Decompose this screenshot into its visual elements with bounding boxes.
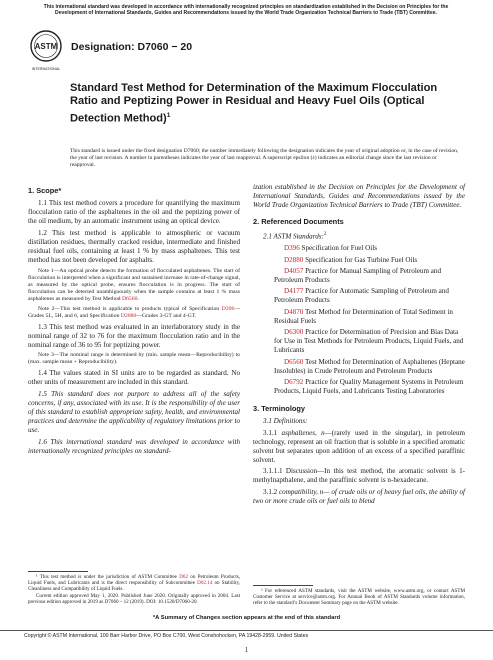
left-column (28, 183, 240, 458)
title-text: Standard Test Method for Determination of the Maximum Flocculation Ratio and Peptizing Power in Residual and Heavy Fuel Oils (Optical Detection Method) (70, 82, 438, 125)
astm-standards-intro: 2.1 ASTM Standards:$^2$ (263, 232, 327, 241)
page-number: 1 (244, 646, 249, 654)
svg-text:INTERNATIONAL: INTERNATIONAL (31, 67, 61, 71)
reference-link-d2880[interactable]: D2880 (284, 255, 304, 264)
terminology-heading: 3. Terminology (253, 403, 306, 413)
reference-item (253, 308, 465, 326)
note-1: Note 1—An optical probe detects the formation of flocculated asphaltenes. The start of flocculation is interpreted when a significant and sustained increase in rate-of-change signal, as measured by the optical probe, ensures flocculation is in progress. The start of flocculation can be detected unambiguously when the sample contains at least 1 % mass asphaltenes as measured by Test Method D6560. (28, 267, 240, 302)
reference-item (253, 378, 465, 396)
reference-title: Specification for Gas Turbine Fuel Oils (303, 255, 418, 264)
reference-title: Practice for Determination of Precision and Bias Data for Use in Test Methods for Petroleum Products, Liquid Fuels, and Lubricants (274, 328, 464, 355)
para-3-1-1: 3.1.1 asphaltenes, n—(rarely used in the singular), in petroleum technology, represent an oil fraction that is soluble in a specified aromatic solvent but separates upon addition of an excess of a specified paraffinic solvent. (253, 428, 466, 464)
reference-list (253, 244, 465, 396)
para-1-5: 1.5 This standard does not purport to address all of the safety concerns, if any, associated with its use. It is the responsibility of the user of this standard to establish appropriate safety, health, and environmental practices and determine the applicability of regulatory limitations prior to use. (28, 389, 240, 435)
note2-link-d2880[interactable]: D2880 (120, 312, 137, 319)
para-1-6-continued: ization established in the Decision on Principles for the Development of International Standards, Guides and Recommendations issued by the World Trade Organization Technical Barriers to Trade (TBT) Committee. (253, 183, 465, 210)
right-column (253, 183, 465, 508)
reference-title: Practice for Manual Sampling of Petroleum and Petroleum Products (274, 267, 442, 284)
footnote-divider-right (253, 585, 313, 586)
referenced-documents-heading: 2. Referenced Documents (253, 217, 344, 227)
fn1-link-d02[interactable]: D02 (179, 574, 188, 580)
note1-link-d6560[interactable]: D6560 (121, 295, 138, 302)
reference-link-d396[interactable]: D396 (284, 244, 300, 253)
para-3-1-2: 3.1.2 compatibility, n— of crude oils or of heavy fuel oils, the ability of two or more crude oils or fuel oils to blend (253, 487, 465, 505)
copyright-line: Copyright © ASTM International, 100 Barr Harbor Drive, PO Box C700, West Conshohocken, PA 19428-2959. United States (0, 630, 493, 639)
note2-link-d396[interactable]: D396 (221, 305, 235, 312)
svg-text:ASTM: ASTM (34, 42, 58, 51)
reference-title: Practice for Automatic Sampling of Petroleum and Petroleum Products (274, 287, 449, 305)
para-1-4: 1.4 The values stated in SI units are to be regarded as standard. No other units of measurement are included in this standard. (28, 369, 240, 387)
reference-title: Practice for Quality Management Systems in Petroleum Products, Liquid Fuels, and Lubricants Testing Laboratories (274, 377, 464, 395)
reference-item (253, 358, 465, 376)
tbt-notice: This international standard was developed in accordance with internationally recognized principles on standardization established in the Decision on Principles for the Development of International Standards, Guides and Recommendations issued by the World Trade Organization Technical Barriers to Trade (TBT) Committee. (43, 4, 449, 17)
term-asphaltenes: asphaltenes, n (281, 428, 325, 437)
reference-title: Test Method for Determination of Total Sediment in Residual Fuels (274, 307, 453, 325)
reference-link-d4057[interactable]: D4057 (284, 267, 304, 275)
issuance-statement: This standard is issued under the fixed designation D7060; the number immediately following the designation indicates the year of original adoption or, in the case of revision, the year of last revision. A number in parentheses indicates the year of last reapproval. A superscript epsilon (ε) indicates an editorial change since the last revision or reapproval. (70, 148, 459, 168)
reference-item (253, 287, 465, 305)
document-title (70, 82, 450, 126)
note-2: Note 2—This test method is applicable to products typical of Specification D396—Grades 5L, 5H, and 6, and Specification D2880—Grades 3-GT and 4-GT. (28, 305, 240, 319)
para-1-1: 1.1 This test method covers a procedure for quantifying the maximum flocculation ratio of the asphaltenes in the oil and the peptizing power of the oil medium, by an automatic instrument using an optical device. (28, 199, 240, 226)
title-footnote-mark: 1 (166, 111, 171, 119)
reference-link-d6792[interactable]: D6792 (284, 377, 304, 386)
reference-link-d4177[interactable]: D4177 (284, 287, 304, 296)
para-1-6: 1.6 This international standard was developed in accordance with internationally recognized principles on standard- (28, 437, 240, 455)
designation: Designation: D7060 − 20 (71, 41, 193, 53)
reference-item (253, 256, 465, 265)
para-1-2: 1.2 This test method is applicable to atmospheric or vacuum distillation residues, thermally cracked residue, intermediate and finished residual fuel oils, containing at least 1 % by mass asphaltenes. This test method has not been developed for asphalts. (28, 228, 240, 265)
reference-item (253, 328, 465, 355)
para-3-1-1-1: 3.1.1.1 Discussion—In this test method, the aromatic solvent is 1-methylnapthalene, and the paraffinic solvent is n-hexadecane. (253, 467, 465, 485)
footnote-1: ¹ This test method is under the jurisdiction of ASTM Committee D02 on Petroleum Products, Liquid Fuels, and Lubricants and is the direct responsibility of Subcommittee D02.14 on Stability, Cleanliness and Compatibility of Liquid Fuels. Current edition approved May 1, 2020. Published June 2020. Originally approved in 2004. Last previous edition approved in 2019 as D7060 – 12 (2019). DOI: 10.1520/D7060-20. (28, 574, 241, 605)
fn1-link-d0214[interactable]: D02.14 (197, 580, 213, 587)
reference-title: Test Method for Determination of Asphaltenes (Heptane Insolubles) in Crude Petroleum and Petroleum Products (274, 357, 465, 375)
footnote-1-edition: Current edition approved May 1, 2020. Published June 2020. Originally approved in 2004. Last previous edition approved in 2019 as D7060 – 12 (2019). DOI: 10.1520/D7060-20. (28, 592, 240, 605)
reference-item (253, 244, 465, 253)
note-3: Note 3—The nominal range is determined by (min. sample mean—Reproducibility) to (max. sample mean + Reproducibility). (28, 352, 240, 366)
summary-of-changes-notice: *A Summary of Changes section appears at the end of this standard (152, 615, 341, 621)
term-compatibility: compatibility, n (279, 487, 324, 496)
para-3-1: 3.1 Definitions: (263, 417, 308, 426)
footnote-divider-left (28, 571, 88, 572)
reference-title: Specification for Fuel Oils (299, 244, 377, 253)
reference-link-d6300[interactable]: D6300 (284, 328, 304, 337)
footnote-2: ² For referenced ASTM standards, visit the ASTM website, www.astm.org, or contact ASTM Customer Service at service@astm.org. For Annual Book of ASTM Standards volume information, refer to the standard’s Document Summary page on the ASTM website. (253, 588, 465, 607)
reference-link-d4870[interactable]: D4870 (284, 307, 304, 316)
astm-logo (28, 30, 64, 74)
reference-link-d6560[interactable]: D6560 (284, 357, 304, 366)
para-1-3: 1.3 This test method was evaluated in an interlaboratory study in the nominal range of 32 to 76 for the maximum flocculation ratio and in the nominal range of 36 to 95 for peptizing power. (28, 322, 240, 349)
reference-item (253, 267, 465, 285)
scope-heading: 1. Scope* (28, 186, 62, 195)
